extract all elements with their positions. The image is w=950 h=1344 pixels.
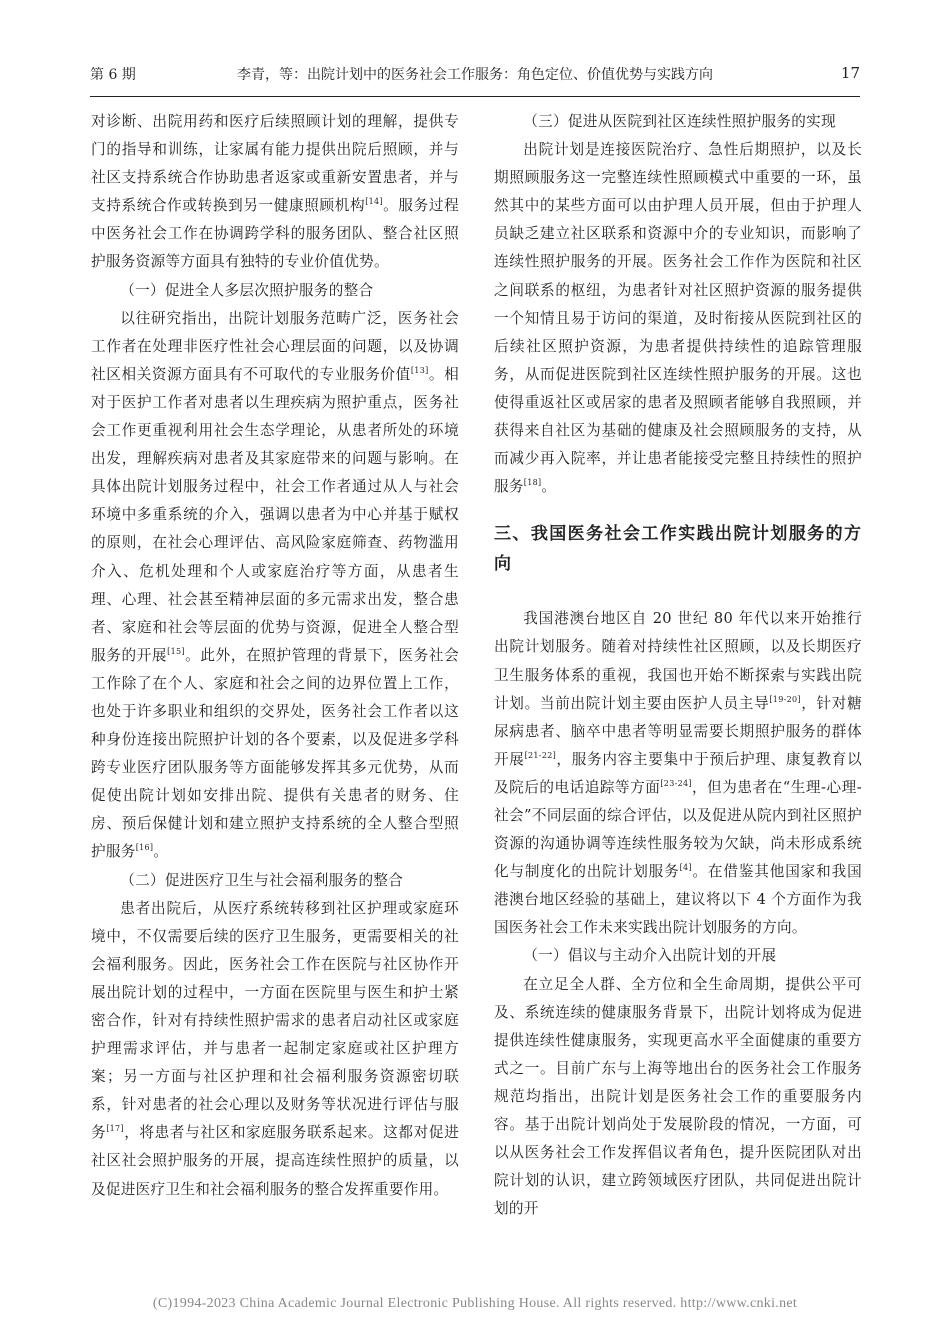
page-number: 17 <box>840 64 860 82</box>
citation: [21-22] <box>524 750 557 760</box>
issue-label: 第 6 期 <box>90 67 136 83</box>
citation: [13] <box>410 365 429 375</box>
right-column <box>494 108 862 1223</box>
citation: [19-20] <box>769 694 801 704</box>
citation: [18] <box>523 478 542 488</box>
citation: [16] <box>135 843 154 853</box>
citation: [23-24] <box>660 779 692 789</box>
citation: [15] <box>167 646 185 656</box>
header-rule <box>90 96 860 97</box>
subsection-heading: （三）促进从医院到社区连续性照护服务的实现 <box>523 113 836 130</box>
subsection-heading: （一）促进全人多层次照护服务的整合 <box>120 281 374 299</box>
paragraph: 我国港澳台地区自 20 世纪 80 年代以来开始推行出院计划服务。随着对持续性社区照顾，以及长期医疗卫生服务体系的重视，我国也开始不断探索与实践出院计划。当前出院计划主要由医护人员主导[19-20]，针对糖尿病患者、脑卒中患者等明显需要长期照护服务的群体开展[21-22]，服务内容主要集中于预后护理、康复教育以及院后的电话追踪等方面[23-24]，但为患者在“生理-心理-社会”不同层面的综合评估，以及促进从院内到社区照护资源的沟通协调等连续性服务较为欠缺，尚未形成系统化与制度化的出院计划服务[4]。在借鉴其他国家和我国港澳台地区经验的基础上，建议将以下 4 个方面作为我国医务社会工作未来实践出院计划服务的方向。 <box>494 610 862 937</box>
citation: [17] <box>106 1124 124 1134</box>
citation: [14] <box>365 197 383 207</box>
paragraph: 在立足全人群、全方位和全生命周期，提供公平可及、系统连续的健康服务背景下，出院计划将成为促进提供连续性健康服务，实现更高水平全面健康的重要方式之一。目前广东与上海等地出台的医务社会工作服务规范均指出，出院计划是医务社会工作的重要服务内容。基于出院计划尚处于发展阶段的情况，一方面，可以从医务社会工作发挥倡议者角色，提升医院团队对出院计划的认识，建立跨领域医疗团队，共同促进出院计划的开 <box>494 975 862 1218</box>
section-heading: 三、我国医务社会工作实践出院计划服务的方向 <box>494 524 862 575</box>
running-title: 李青，等：出院计划中的医务社会工作服务：角色定位、价值优势与实践方向 <box>237 67 713 83</box>
paragraph: 对诊断、出院用药和医疗后续照顾计划的理解，提供专门的指导和训练，让家属有能力提供出院后照顾，并与社区支持系统合作协助患者返家或重新安置患者，并与支持系统合作或转换到另一健康照顾机构[14]。服务过程中医务社会工作在协调跨学科的服务团队、整合社区照护服务资源等方面具有独特的专业价值优势。 <box>91 113 459 271</box>
paragraph: 患者出院后，从医疗系统转移到社区护理或家庭环境中，不仅需要后续的医疗卫生服务，更需要相关的社会福利服务。因此，医务社会工作在医院与社区协作开展出院计划的过程中，一方面在医院里与医生和护士紧密合作，针对有持续性照护需求的患者启动社区或家庭护理需求评估，并与患者一起制定家庭或社区护理方案；另一方面与社区护理和社会福利服务资源密切联系，针对患者的社会心理以及财务等状况进行评估与服务[17]，将患者与社区和家庭服务联系起来。这都对促进社区社会照护服务的开展，提高连续性照护的质量，以及促进医疗卫生和社会福利服务的整合发挥重要作用。 <box>91 899 459 1198</box>
paragraph: 出院计划是连接医院治疗、急性后期照护，以及长期照顾服务这一完整连续性照顾模式中重要的一环，虽然其中的某些方面可以由护理人员开展，但由于护理人员缺乏建立社区联系和资源中介的专业知识，而影响了连续性照护服务的开展。医务社会工作作为医院和社区之间联系的枢纽，为患者针对社区照护资源的服务提供一个知情且易于访问的渠道，及时衔接从医院到社区的后续社区照护资源，为患者提供持续性的追踪管理服务，从而促进医院到社区连续性照护服务的开展。这也使得重返社区或居家的患者及照顾者能够自我照顾，并获得来自社区为基础的健康及社会照顾服务的支持，从而减少再入院率，并让患者能接受完整且持续性的照护服务[18]。 <box>494 141 862 496</box>
citation: [4] <box>679 863 692 873</box>
subsection-heading: （二）促进医疗卫生与社会福利服务的整合 <box>120 871 404 889</box>
running-header <box>90 64 860 88</box>
left-column <box>91 108 459 1204</box>
paragraph: 以往研究指出，出院计划服务范畴广泛，医务社会工作者在处理非医疗性社会心理层面的问题，以及协调社区相关资源方面具有不可取代的专业服务价值[13]。相对于医护工作者对患者以生理疾病为照护重点，医务社会工作更重视利用社会生态学理论，从患者所处的环境出发，理解疾病对患者及其家庭带来的问题与影响。在具体出院计划服务过程中，社会工作者通过从人与社会环境中多重系统的介入，强调以患者为中心并基于赋权的原则，在社会心理评估、高风险家庭筛查、药物滥用介入、危机处理和个人或家庭治疗等方面，从患者生理、心理、社会甚至精神层面的多元需求出发，整合患者、家庭和社会等层面的优势与资源，促进全人整合型服务的开展[15]。此外，在照护管理的背景下，医务社会工作除了在个人、家庭和社会之间的边界位置上工作，也处于许多职业和组织的交界处，医务社会工作者以这种身份连接出院照护计划的各个要素，以及促进多学科跨专业医疗团队服务等方面能够发挥其多元优势，从而促使出院计划如安排出院、提供有关患者的财务、住房、预后保健计划和建立照护支持系统的全人整合型照护服务[16]。 <box>91 309 459 861</box>
copyright-footer: (C)1994-2023 China Academic Journal Electronic Publishing House. All rights reserved. http://www.cnki.net <box>152 1296 798 1311</box>
subsection-heading: （一）倡议与主动介入出院计划的开展 <box>523 947 777 965</box>
